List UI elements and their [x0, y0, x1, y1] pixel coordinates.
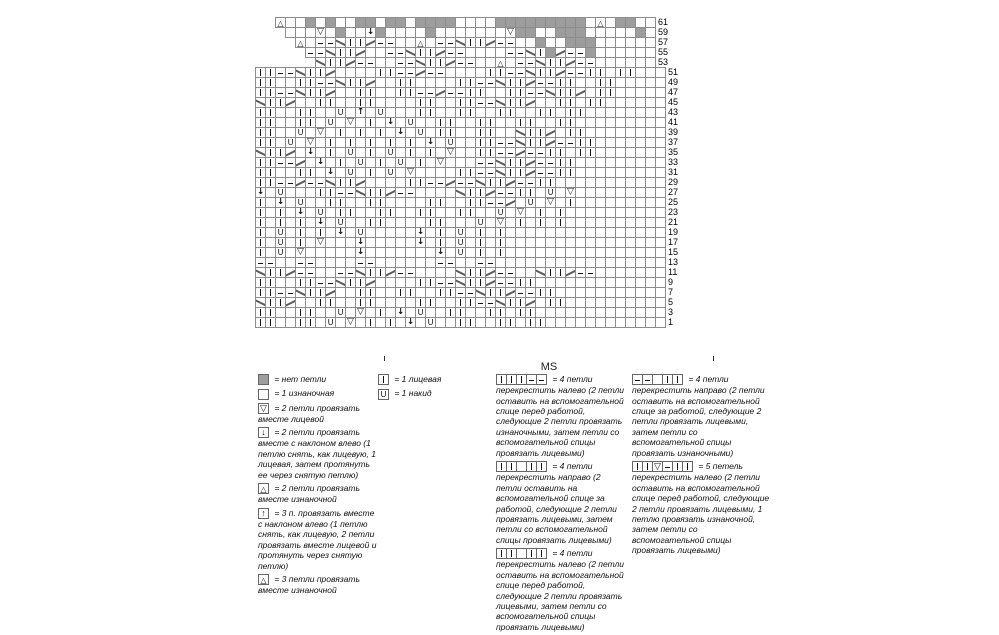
legend [0, 374, 999, 632]
swatch-cell [258, 403, 269, 414]
row-number: 57 [658, 37, 669, 47]
legend-text: = 2 петли провязать вместе изнаночной [258, 483, 360, 505]
legend-basic-entry [258, 483, 378, 505]
swatch-ssk [258, 427, 269, 438]
swatch-cell [258, 427, 269, 438]
legend-text: = 2 петли провязать вместе с наклоном влево (1 петлю снять, как лицевую, 1 лицевая, затем протянуть ее через снятую петлю) [258, 427, 376, 480]
swatch-cell [682, 461, 693, 472]
row-number: 25 [668, 197, 679, 207]
swatch-no-stitch [258, 374, 269, 385]
swatch-p3tog [258, 574, 269, 585]
row-number: 27 [668, 187, 679, 197]
legend-basic-entry [258, 427, 378, 480]
row-number: 9 [668, 277, 674, 287]
legend-text: = 1 изнаночная [272, 388, 335, 399]
legend-text: = 4 петли перекрестить направо (2 петли оставить на вспомогательной спице за работой, следующие 2 петли провязать лицевыми, затем петли со вспомогательной спицы провязать лицевыми) [496, 461, 617, 545]
row-number: 1 [668, 317, 674, 327]
swatch-cell [258, 374, 269, 385]
row-number: 23 [668, 207, 679, 217]
legend-cable-entry [496, 548, 626, 632]
row-number: 21 [668, 217, 679, 227]
swatch-cable-4-right [496, 461, 547, 472]
legend-column-2 [378, 374, 490, 403]
row-number: 43 [668, 107, 679, 117]
row-number: 11 [668, 267, 678, 277]
row-number: 15 [668, 247, 679, 257]
legend-basic-entry [258, 574, 378, 596]
swatch-cell [672, 374, 683, 385]
row-number: 53 [658, 57, 669, 67]
swatch-purl [258, 389, 269, 400]
legend-column-1 [258, 374, 378, 599]
row-number: 47 [668, 87, 679, 97]
row-number: 33 [668, 157, 679, 167]
swatch-cable-4-left-knit [496, 548, 547, 559]
swatch-cell [536, 374, 547, 385]
row-number: 31 [668, 167, 679, 177]
legend-basic-entry [258, 374, 378, 385]
swatch-p2tog [258, 483, 269, 494]
legend-basic-entry [258, 403, 378, 425]
swatch-cell [258, 483, 269, 494]
ms-label: MS [384, 361, 714, 373]
row-number: 35 [668, 147, 679, 157]
row-number: 5 [668, 297, 674, 307]
legend-cable2-entry [632, 461, 770, 556]
swatch-cell [258, 574, 269, 585]
cell-purl [655, 317, 666, 328]
legend-text: = нет петли [272, 374, 327, 384]
legend-basic-entry [258, 508, 378, 571]
legend-cable-entry [496, 461, 626, 545]
swatch-knit [378, 374, 389, 385]
chart-row [255, 317, 666, 328]
legend-text: = 2 петли провязать вместе лицевой [258, 402, 360, 424]
legend-basic2-entry [378, 388, 490, 399]
swatch-k2tog [258, 403, 269, 414]
row-number: 13 [668, 257, 679, 267]
row-number: 29 [668, 177, 679, 187]
legend-basic2-entry [378, 374, 490, 385]
swatch-cell [378, 374, 389, 385]
legend-text: = 4 петли перекрестить налево (2 петли оставить на вспомогательной спице перед работой, следующие 2 петли провязать изнаночными, затем петли со вспомогательной спицы провязать лицевыми) [496, 374, 625, 458]
swatch-cell [258, 508, 269, 519]
legend-text: = 3 п. провязать вместе с наклоном влево (1 петлю снять, как лицевую, 2 петли провязать вместе лицевой и протянуть через снятую петлю) [258, 507, 377, 571]
legend-column-3 [496, 374, 626, 635]
legend-text: = 1 лицевая [392, 374, 442, 384]
legend-basic-entry [258, 388, 378, 399]
ms-bracket [384, 356, 714, 373]
row-number: 41 [668, 117, 679, 127]
legend-text: = 4 петли перекрестить направо (2 петли оставить на вспомогательной спице за работой, следующие 2 петли провязать лицевыми, затем петли со вспомогательной спицы провязать изнаночными) [632, 374, 765, 458]
legend-text: = 4 петли перекрестить налево (2 петли оставить на вспомогательной спице перед работой, следующие 2 петли провязать лицевыми, затем петли со вспомогательной спицы провязать лицевыми) [496, 548, 625, 632]
swatch-cable-4-left [496, 374, 547, 385]
swatch-cell [536, 461, 547, 472]
row-number: 55 [658, 47, 669, 57]
swatch-cell [536, 548, 547, 559]
legend-cable-entry [496, 374, 626, 458]
row-number: 61 [658, 17, 669, 27]
row-number: 7 [668, 287, 674, 297]
row-number: 3 [668, 307, 674, 317]
swatch-cell [378, 389, 389, 400]
legend-text: = 3 петли провязать вместе изнаночной [258, 573, 360, 596]
swatch-cable-5-left [632, 461, 693, 472]
legend-text: = 1 накид [392, 388, 432, 399]
row-number: 19 [668, 227, 679, 237]
row-number: 49 [668, 77, 679, 87]
row-number: 59 [658, 27, 669, 37]
swatch-yarn-over [378, 389, 389, 400]
swatch-cable-4-right-purl [632, 374, 683, 385]
swatch-cell [258, 389, 269, 400]
row-number: 37 [668, 137, 679, 147]
legend-text: = 5 петель перекрестить налево (2 петли оставить на вспомогательной спице перед работой, следующие 2 петли провязать лицевыми, 1 петлю провязать изнаночной, затем петли со вспомогательной спицы провязать лицевыми) [632, 461, 770, 556]
row-number: 39 [668, 127, 679, 137]
row-number: 51 [668, 67, 679, 77]
legend-column-4 [632, 374, 770, 559]
row-number: 17 [668, 237, 679, 247]
legend-cable2-entry [632, 374, 770, 458]
row-number: 45 [668, 97, 679, 107]
swatch-cdd [258, 508, 269, 519]
